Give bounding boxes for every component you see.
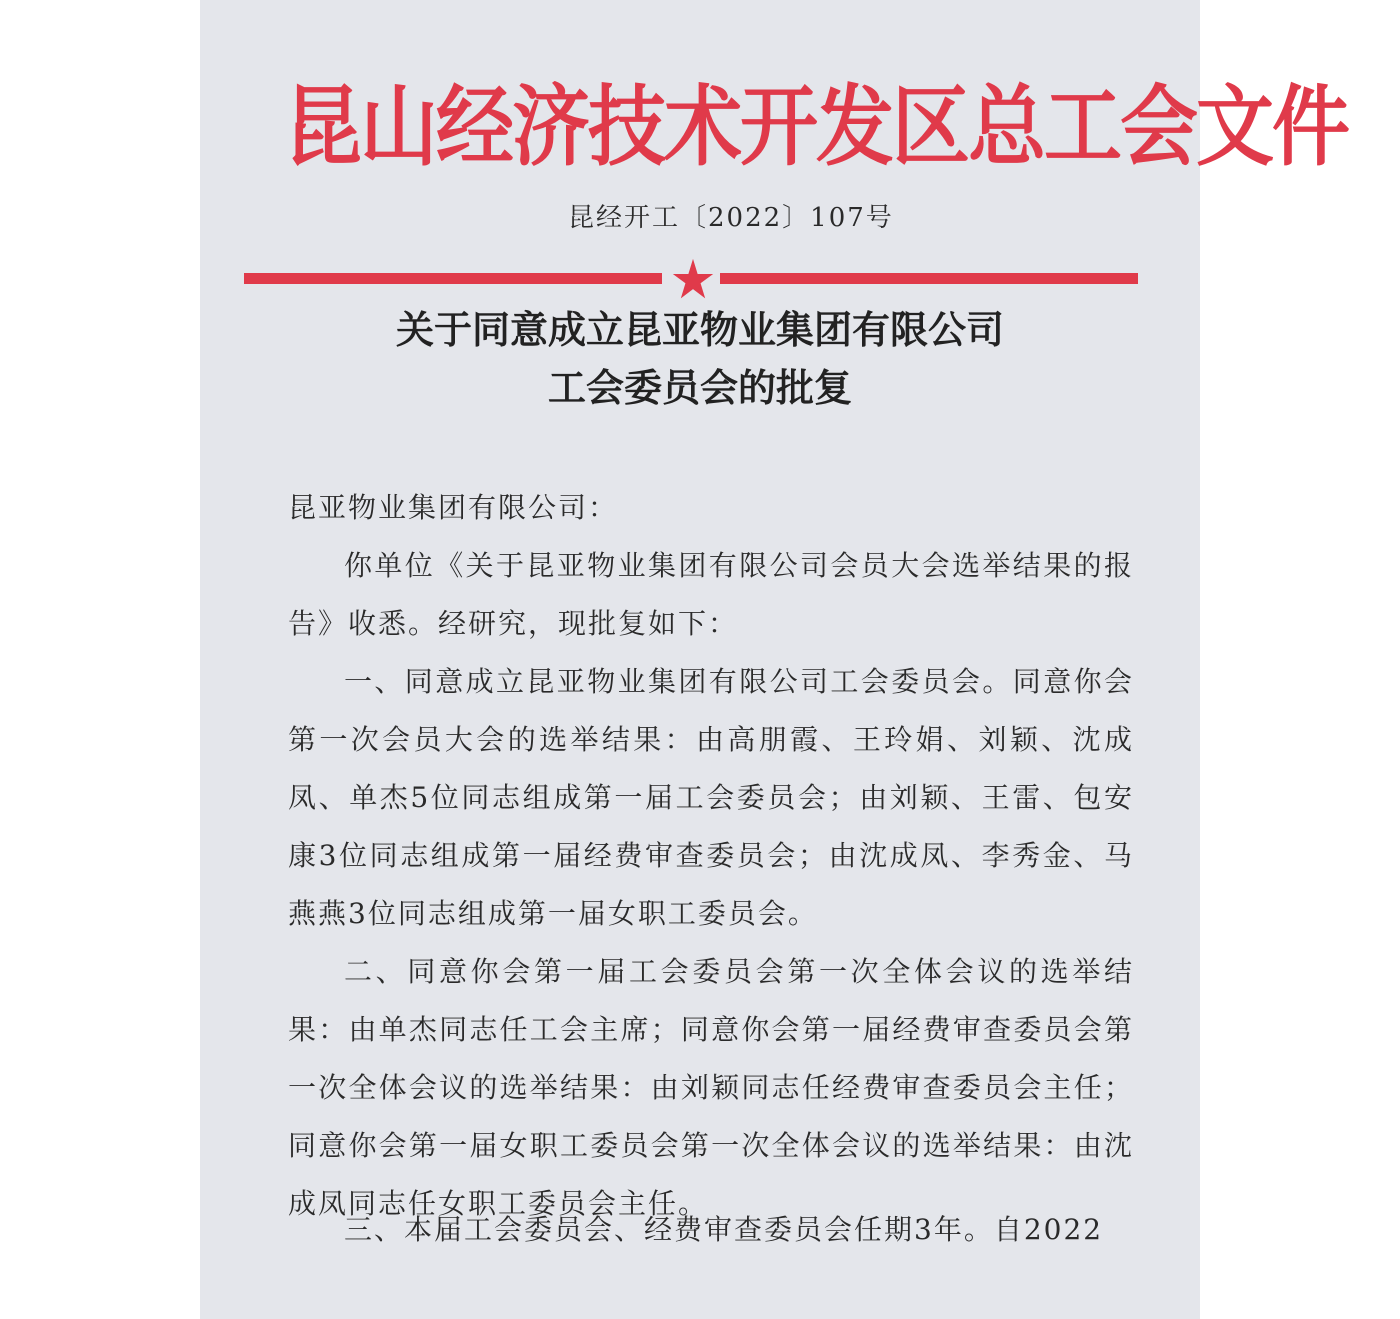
paragraph-intro: 你单位《关于昆亚物业集团有限公司会员大会选举结果的报告》收悉。经研究，现批复如下： (288, 549, 1134, 640)
document-number: 昆经开工〔2022〕107号 (568, 203, 894, 233)
salutation: 昆亚物业集团有限公司： (288, 491, 619, 524)
paragraph-item-1: 一、同意成立昆亚物业集团有限公司工会委员会。同意你会第一次会员大会的选举结果：由高朋霞、王玲娟、刘颖、沈成凤、单杰5位同志组成第一届工会委员会；由刘颖、王雷、包安康3位同志组成第一届经费审查委员会；由沈成凤、李秀金、马燕燕3位同志组成第一届女职工委员会。 (288, 665, 1134, 930)
masthead-title: 昆山经济技术开发区总工会文件 (284, 76, 1349, 179)
paragraph-item-2: 二、同意你会第一届工会委员会第一次全体会议的选举结果：由单杰同志任工会主席；同意你会第一届经费审查委员会第一次全体会议的选举结果：由刘颖同志任经费审查委员会主任；同意你会第一届女职工委员会第一次全体会议的选举结果：由沈成凤同志任女职工委员会主任。 (288, 955, 1134, 1220)
red-divider-right (720, 273, 1138, 284)
star-icon (672, 258, 714, 300)
document-title-line-2: 工会委员会的批复 (547, 365, 852, 410)
paragraph-item-3: 三、本届工会委员会、经费审查委员会任期3年。自2022 (344, 1213, 1104, 1246)
document-page (200, 0, 1349, 1319)
document-title-line-1: 关于同意成立昆亚物业集团有限公司 (395, 307, 1004, 352)
red-divider-left (244, 273, 662, 284)
